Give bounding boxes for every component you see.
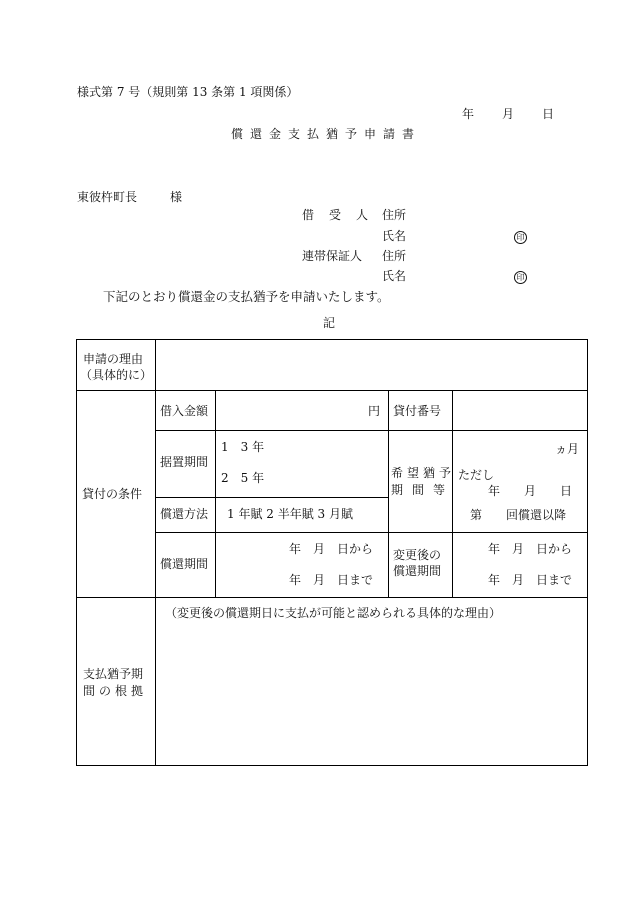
basis-sublabel: 間の根拠: [83, 684, 148, 698]
deferment-option-5-years[interactable]: 2 5 年: [221, 471, 265, 485]
reason-label: 申請の理由: [83, 352, 144, 366]
guarantor-address-label: 住所: [382, 249, 407, 263]
deferment-option-3-years[interactable]: 1 3 年: [221, 440, 265, 454]
repayment-period-label: 償還期間: [160, 557, 209, 571]
basis-label: 支払猶予期: [83, 667, 144, 681]
reason-sublabel: （具体的に）: [80, 368, 153, 382]
tadashi-label: ただし: [458, 468, 495, 482]
guarantor-seal-icon: 印: [514, 269, 527, 284]
date-day-label: 日: [542, 107, 555, 121]
loan-amount-field[interactable]: [217, 392, 367, 429]
from-installment[interactable]: 第 回償還以降: [470, 508, 567, 522]
changed-period-sublabel: 償還期間: [393, 564, 442, 578]
application-statement: 下記のとおり償還金の支払猶予を申請いたします。: [103, 289, 390, 304]
changed-period-label: 変更後の: [393, 548, 442, 562]
repayment-method-label: 償還方法: [160, 507, 209, 521]
loan-number-field[interactable]: [454, 392, 586, 429]
borrower-seal-icon: 印: [514, 229, 527, 244]
addressee: 東彼杵町長: [77, 190, 138, 204]
deferment-period-label: 据置期間: [160, 455, 209, 469]
months-unit: ヵ月: [555, 442, 580, 456]
date-year-label: 年: [462, 107, 475, 121]
changed-period-from[interactable]: 年 月 日から: [488, 542, 573, 556]
desired-deferment-sublabel: 期間等: [391, 483, 455, 497]
changed-period-to[interactable]: 年 月 日まで: [488, 573, 573, 587]
desired-deferment-label: 希望猶予: [391, 466, 456, 480]
borrower-address-label: 住所: [382, 208, 407, 222]
guarantor-label: 連帯保証人: [302, 249, 363, 263]
loan-conditions-label: 貸付の条件: [82, 487, 143, 501]
borrower-label: 借受人: [302, 208, 384, 222]
yen-unit: 円: [368, 404, 381, 418]
desired-date[interactable]: 年 月 日: [488, 484, 573, 498]
ki-marker: 記: [323, 316, 336, 330]
loan-amount-label: 借入金額: [160, 404, 209, 418]
basis-input-area[interactable]: [157, 626, 586, 764]
repayment-period-to[interactable]: 年 月 日まで: [289, 573, 374, 587]
form-number: 様式第 7 号（規則第 13 条第 1 項関係）: [77, 85, 299, 99]
honorific: 様: [170, 190, 183, 204]
guarantor-name-label: 氏名: [382, 269, 407, 283]
basis-note: （変更後の償還期日に支払が可能と認められる具体的な理由）: [165, 606, 502, 620]
date-month-label: 月: [502, 107, 515, 121]
borrower-name-label: 氏名: [382, 229, 407, 243]
repayment-period-from[interactable]: 年 月 日から: [289, 542, 374, 556]
repayment-method-options[interactable]: 1 年賦 2 半年賦 3 月賦: [227, 507, 353, 521]
loan-number-label: 貸付番号: [393, 404, 442, 418]
reason-input-area[interactable]: [157, 341, 586, 389]
document-title: 償還金支払猶予申請書: [231, 127, 422, 141]
